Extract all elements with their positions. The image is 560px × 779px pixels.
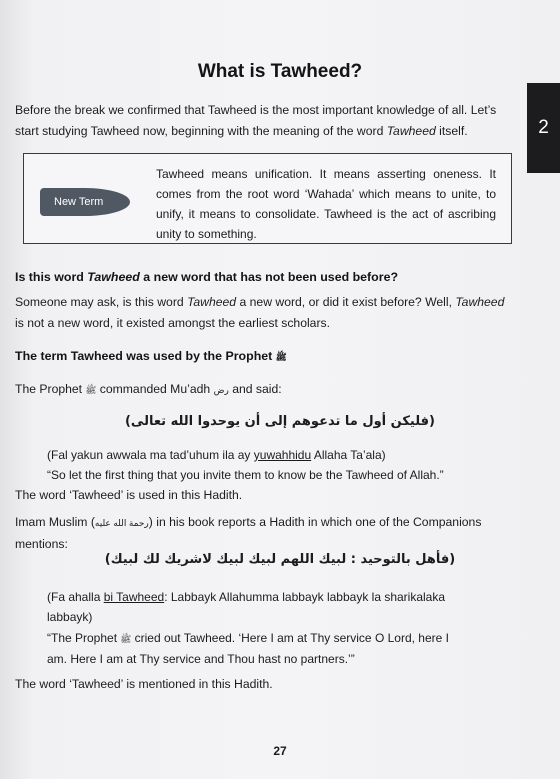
term-heading: The term Tawheed was used by the Prophet ﷺ — [15, 349, 287, 363]
new-term-box — [23, 153, 512, 244]
new-term-badge: New Term — [40, 188, 130, 216]
arabic-hadith-2: (فأهل بالتوحيد : لبيك اللهم لبيك لبيك لاشريك لك لبيك) — [104, 552, 456, 567]
intro-line-1: Before the break we confirmed that Tawheed is the most important knowledge of all. Let’s — [15, 103, 497, 117]
page-title: What is Tawheed? — [197, 61, 363, 82]
transliteration-2 — [47, 587, 507, 627]
translation-1: “So let the first thing that you invite them to know be the Tawheed of Allah.” — [47, 468, 444, 482]
intro-line-2: start studying Tawheed now, beginning with the meaning of the word Tawheed itself. — [15, 124, 468, 138]
arabic-hadith-1: (فليكن أول ما تدعوهم إلى أن يوحدوا الله تعالى) — [124, 414, 435, 429]
salutation-icon: ﷺ — [275, 352, 287, 362]
transliteration-2-line-1: (Fa ahalla bi Tawheed: Labbayk Allahumma labbayk labbayk la sharikalaka — [47, 590, 446, 604]
salutation-icon: ﷺ — [85, 385, 97, 395]
muslim-line-1: Imam Muslim (رحمة الله عليه) in his book reports a Hadith in which one of the Companions — [15, 515, 482, 529]
chapter-tab: 2 — [527, 83, 560, 173]
new-term-definition: Tawheed means unification. It means asserting oneness. It comes from the root word ‘Wahada’ which means to unite, to unify, it means to consolidate. Tawheed is the act of ascribing unity to something. — [156, 167, 496, 241]
translation-2 — [47, 628, 507, 669]
question-paragraph — [15, 292, 525, 334]
translation-2-line-2: am. Here I am at Thy service and Thou hast no partners.’” — [47, 652, 355, 666]
muslim-paragraph — [15, 512, 525, 555]
page-number: 27 — [273, 744, 287, 758]
transliteration-2-line-2: labbayk) — [47, 610, 93, 624]
transliteration-1: (Fal yakun awwala ma tad’uhum ila ay yuwahhidu Allaha Ta’ala) — [47, 448, 386, 462]
muslim-line-2: mentions: — [15, 537, 68, 551]
intro-paragraph — [15, 100, 525, 142]
salutation-icon: ﷺ — [120, 634, 132, 644]
question-line-1: Someone may ask, is this word Tawheed a new word, or did it exist before? Well, Tawheed — [15, 295, 505, 309]
translation-2-line-1: “The Prophet ﷺ cried out Tawheed. ‘Here I am at Thy service O Lord, here I — [47, 631, 449, 645]
question-line-2: is not a new word, it existed amongst the earliest scholars. — [15, 316, 330, 330]
companion-honorific-icon: رض — [213, 385, 229, 395]
used-note: The word ‘Tawheed’ is used in this Hadith. — [15, 488, 243, 502]
question-heading: Is this word Tawheed a new word that has not been used before? — [15, 270, 399, 284]
muadh-line: The Prophet ﷺ commanded Mu’adh رض and said: — [15, 382, 282, 396]
mentioned-note: The word ‘Tawheed’ is mentioned in this Hadith. — [15, 677, 273, 691]
